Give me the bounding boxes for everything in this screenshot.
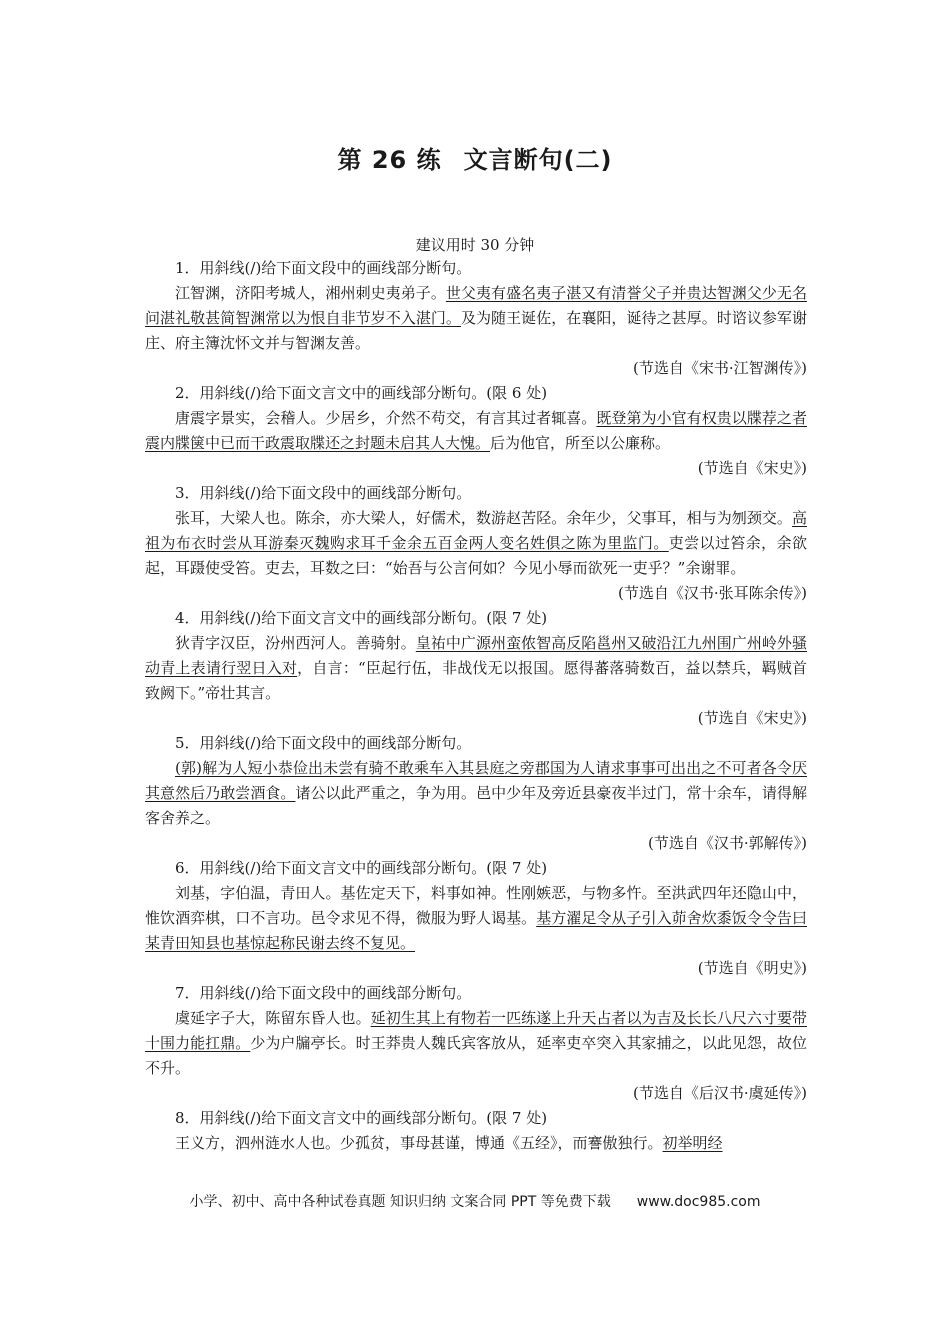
page-title <box>0 148 950 173</box>
passage-text: 虞延字子大，陈留东昏人也。 <box>175 1009 371 1027</box>
footer-site-link[interactable]: www.doc985.com <box>636 1194 761 1210</box>
question-1 <box>145 256 807 381</box>
question-6 <box>145 856 807 981</box>
question-prompt: 2．用斜线(/)给下面文言文中的画线部分断句。(限 6 处) <box>175 384 548 402</box>
passage-text: 刘基，字伯温，青田人。基佐定天下，料事如神。性刚嫉恶，与物多忤。至洪武四年还隐山中，惟饮酒弈棋，口不言功。邑令求见不得，微服为野人谒基。 <box>145 884 807 927</box>
question-prompt: 6．用斜线(/)给下面文言文中的画线部分断句。(限 7 处) <box>175 859 548 877</box>
passage-text: 江智渊，济阳考城人，湘州刺史夷弟子。 <box>175 284 446 302</box>
underlined-passage: 世父夷有盛名夷子湛又有清誉父子并贵达智渊父少无名问湛礼敬甚简智渊常以为恨自非节岁不入湛门。 <box>145 284 807 327</box>
question-passage <box>145 1131 807 1156</box>
question-prompt: 4．用斜线(/)给下面文言文中的画线部分断句。(限 7 处) <box>175 609 548 627</box>
underlined-passage: 皇祐中广源州蛮侬智高反陷邕州又破沿江九州围广州岭外骚动青上表请行翌日入对 <box>145 634 807 677</box>
question-source: (节选自《汉书·郭解传》) <box>648 834 807 852</box>
question-source: (节选自《汉书·张耳陈余传》) <box>618 584 807 602</box>
passage-text: 狄青字汉臣，汾州西河人。善骑射。 <box>175 634 416 652</box>
footer-text: 小学、初中、高中各种试卷真题 知识归纳 文案合同 PPT 等免费下载 <box>189 1194 611 1210</box>
underlined-passage: 高祖为布衣时尝从耳游秦灭魏购求耳千金余五百金两人变名姓俱之陈为里监门。 <box>145 509 807 552</box>
question-7 <box>145 981 807 1106</box>
question-4 <box>145 606 807 731</box>
passage-text: 王义方，泗州涟水人也。少孤贫，事母甚谨，博通《五经》，而謇傲独行。 <box>175 1134 663 1152</box>
question-2 <box>145 381 807 481</box>
question-passage <box>145 406 807 456</box>
question-prompt: 8．用斜线(/)给下面文言文中的画线部分断句。(限 7 处) <box>175 1109 548 1127</box>
question-3 <box>145 481 807 606</box>
question-passage <box>145 631 807 706</box>
underlined-passage: (郭)解为人短小恭俭出未尝有骑不敢乘车入其县庭之旁郡国为人请求事事可出出之不可者各令厌其意然后乃敢尝酒食。 <box>145 759 807 802</box>
underlined-passage: 基方濯足令从子引入茆舍炊黍饭令令告曰某青田知县也基惊起称民谢去终不复见。 <box>145 909 807 952</box>
question-prompt: 1．用斜线(/)给下面文段中的画线部分断句。 <box>175 259 472 277</box>
question-source: (节选自《明史》) <box>697 959 807 977</box>
question-passage <box>145 506 807 581</box>
question-passage <box>145 281 807 356</box>
passage-text: 吏尝以过笞余，余欲起，耳蹑使受笞。吏去，耳数之曰：“始吾与公言何如？今见小辱而欲死一吏乎？”余谢罪。 <box>145 534 807 577</box>
passage-text: 及为随王诞佐，在襄阳，诞待之甚厚。时谘议参军谢庄、府主簿沈怀文并与智渊友善。 <box>145 309 807 352</box>
passage-text: 唐震字景实，会稽人。少居乡，介然不苟交，有言其过者辄喜。 <box>175 409 597 427</box>
questions-list <box>145 256 807 1156</box>
question-prompt: 3．用斜线(/)给下面文段中的画线部分断句。 <box>175 484 472 502</box>
question-source: (节选自《宋史》) <box>697 459 807 477</box>
underlined-passage: 初举明经 <box>662 1134 723 1152</box>
passage-text: 诸公以此严重之，争为用。邑中少年及旁近县豪夜半过门，常十余车，请得解客舍养之。 <box>145 784 807 827</box>
passage-text: 少为户牖亭长。时王莽贵人魏氏宾客放从，延率吏卒突入其家捕之，以此见怨，故位不升。 <box>145 1034 807 1077</box>
question-passage <box>145 1006 807 1081</box>
title-lesson-number: 第 26 练 <box>337 146 442 174</box>
question-prompt: 7．用斜线(/)给下面文段中的画线部分断句。 <box>175 984 472 1002</box>
question-passage <box>145 881 807 956</box>
title-topic: 文言断句(二) <box>463 146 613 174</box>
question-source: (节选自《后汉书·虞延传》) <box>633 1084 807 1102</box>
underlined-passage: 既登第为小官有权贵以牒荐之者震内牒箧中已而干政震取牒还之封题未启其人大愧。 <box>145 409 807 452</box>
question-8 <box>145 1106 807 1156</box>
question-source: (节选自《宋史》) <box>697 709 807 727</box>
underlined-passage: 延初生其上有物若一匹练遂上升天占者以为吉及长长八尺六寸要带十围力能扛鼎。 <box>145 1009 807 1052</box>
page-footer <box>0 1190 950 1215</box>
passage-text: 后为他官，所至以公廉称。 <box>490 434 671 452</box>
question-source: (节选自《宋书·江智渊传》) <box>633 359 807 377</box>
question-5 <box>145 731 807 856</box>
passage-text: 张耳，大梁人也。陈余，亦大梁人，好儒术，数游赵苦陉。余年少，父事耳，相与为刎颈交。 <box>175 509 792 527</box>
question-prompt: 5．用斜线(/)给下面文段中的画线部分断句。 <box>175 734 472 752</box>
question-passage <box>145 756 807 831</box>
suggested-time: 建议用时 30 分钟 <box>415 236 535 254</box>
passage-text: ，自言：“臣起行伍，非战伐无以报国。愿得蕃落骑数百，益以禁兵，羁贼首致阙下。”帝壮其言。 <box>145 659 807 702</box>
